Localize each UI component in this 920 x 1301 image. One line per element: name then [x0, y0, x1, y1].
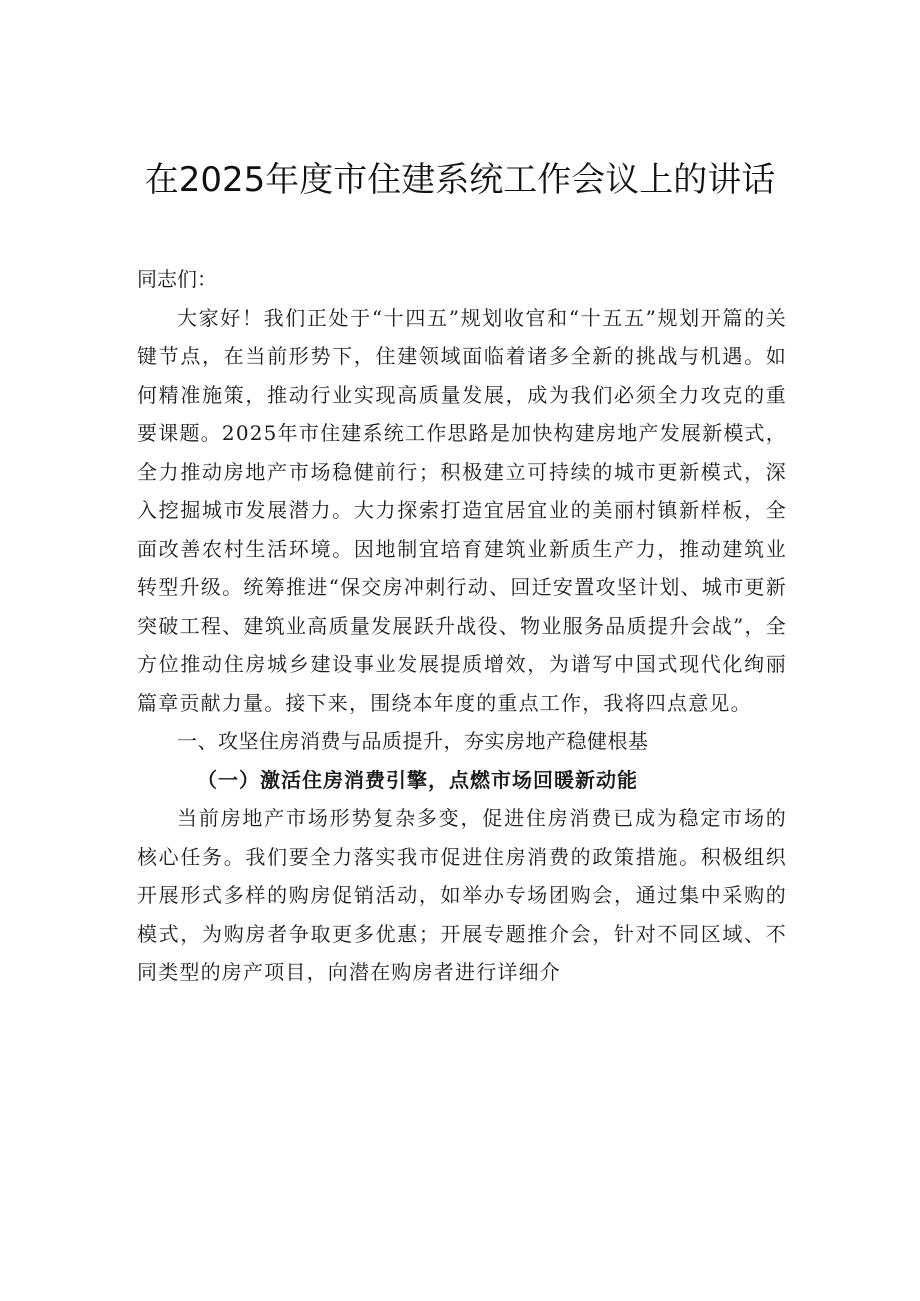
document-body [137, 260, 787, 992]
salutation: 同志们： [137, 267, 217, 291]
subsection-heading: （一）激活住房消费引擎，点燃市场回暖新动能 [197, 767, 638, 792]
document-title: 在2025年度市住建系统工作会议上的讲话 [144, 160, 776, 200]
section-heading: 一、攻坚住房消费与品质提升，夯实房地产稳健根基 [177, 729, 649, 753]
intro-paragraph: 大家好！我们正处于“十四五”规划收官和“十五五”规划开篇的关键节点，在当前形势下，住建领域面临着诸多全新的挑战与机遇。如何精准施策，推动行业实现高质量发展，成为我们必须全力攻克的重要课题。2025年市住建系统工作思路是加快构建房地产发展新模式，全力推动房地产市场稳健前行；积极建立可持续的城市更新模式，深入挖掘城市发展潜力。大力探索打造宜居宜业的美丽村镇新样板，全面改善农村生活环境。因地制宜培育建筑业新质生产力，推动建筑业转型升级。统筹推进“保交房冲刺行动、回迁安置攻坚计划、城市更新突破工程、建筑业高质量发展跃升战役、物业服务品质提升会战”，全方位推动住房城乡建设事业发展提质增效，为谱写中国式现代化绚丽篇章贡献力量。接下来，围绕本年度的重点工作，我将四点意见。 [137, 305, 787, 715]
subsection-paragraph: 当前房地产市场形势复杂多变，促进住房消费已成为稳定市场的核心任务。我们要全力落实我市促进住房消费的政策措施。积极组织开展形式多样的购房促销活动，如举办专场团购会，通过集中采购的模式，为购房者争取更多优惠；开展专题推介会，针对不同区域、不同类型的房产项目，向潜在购房者进行详细介 [137, 806, 787, 984]
